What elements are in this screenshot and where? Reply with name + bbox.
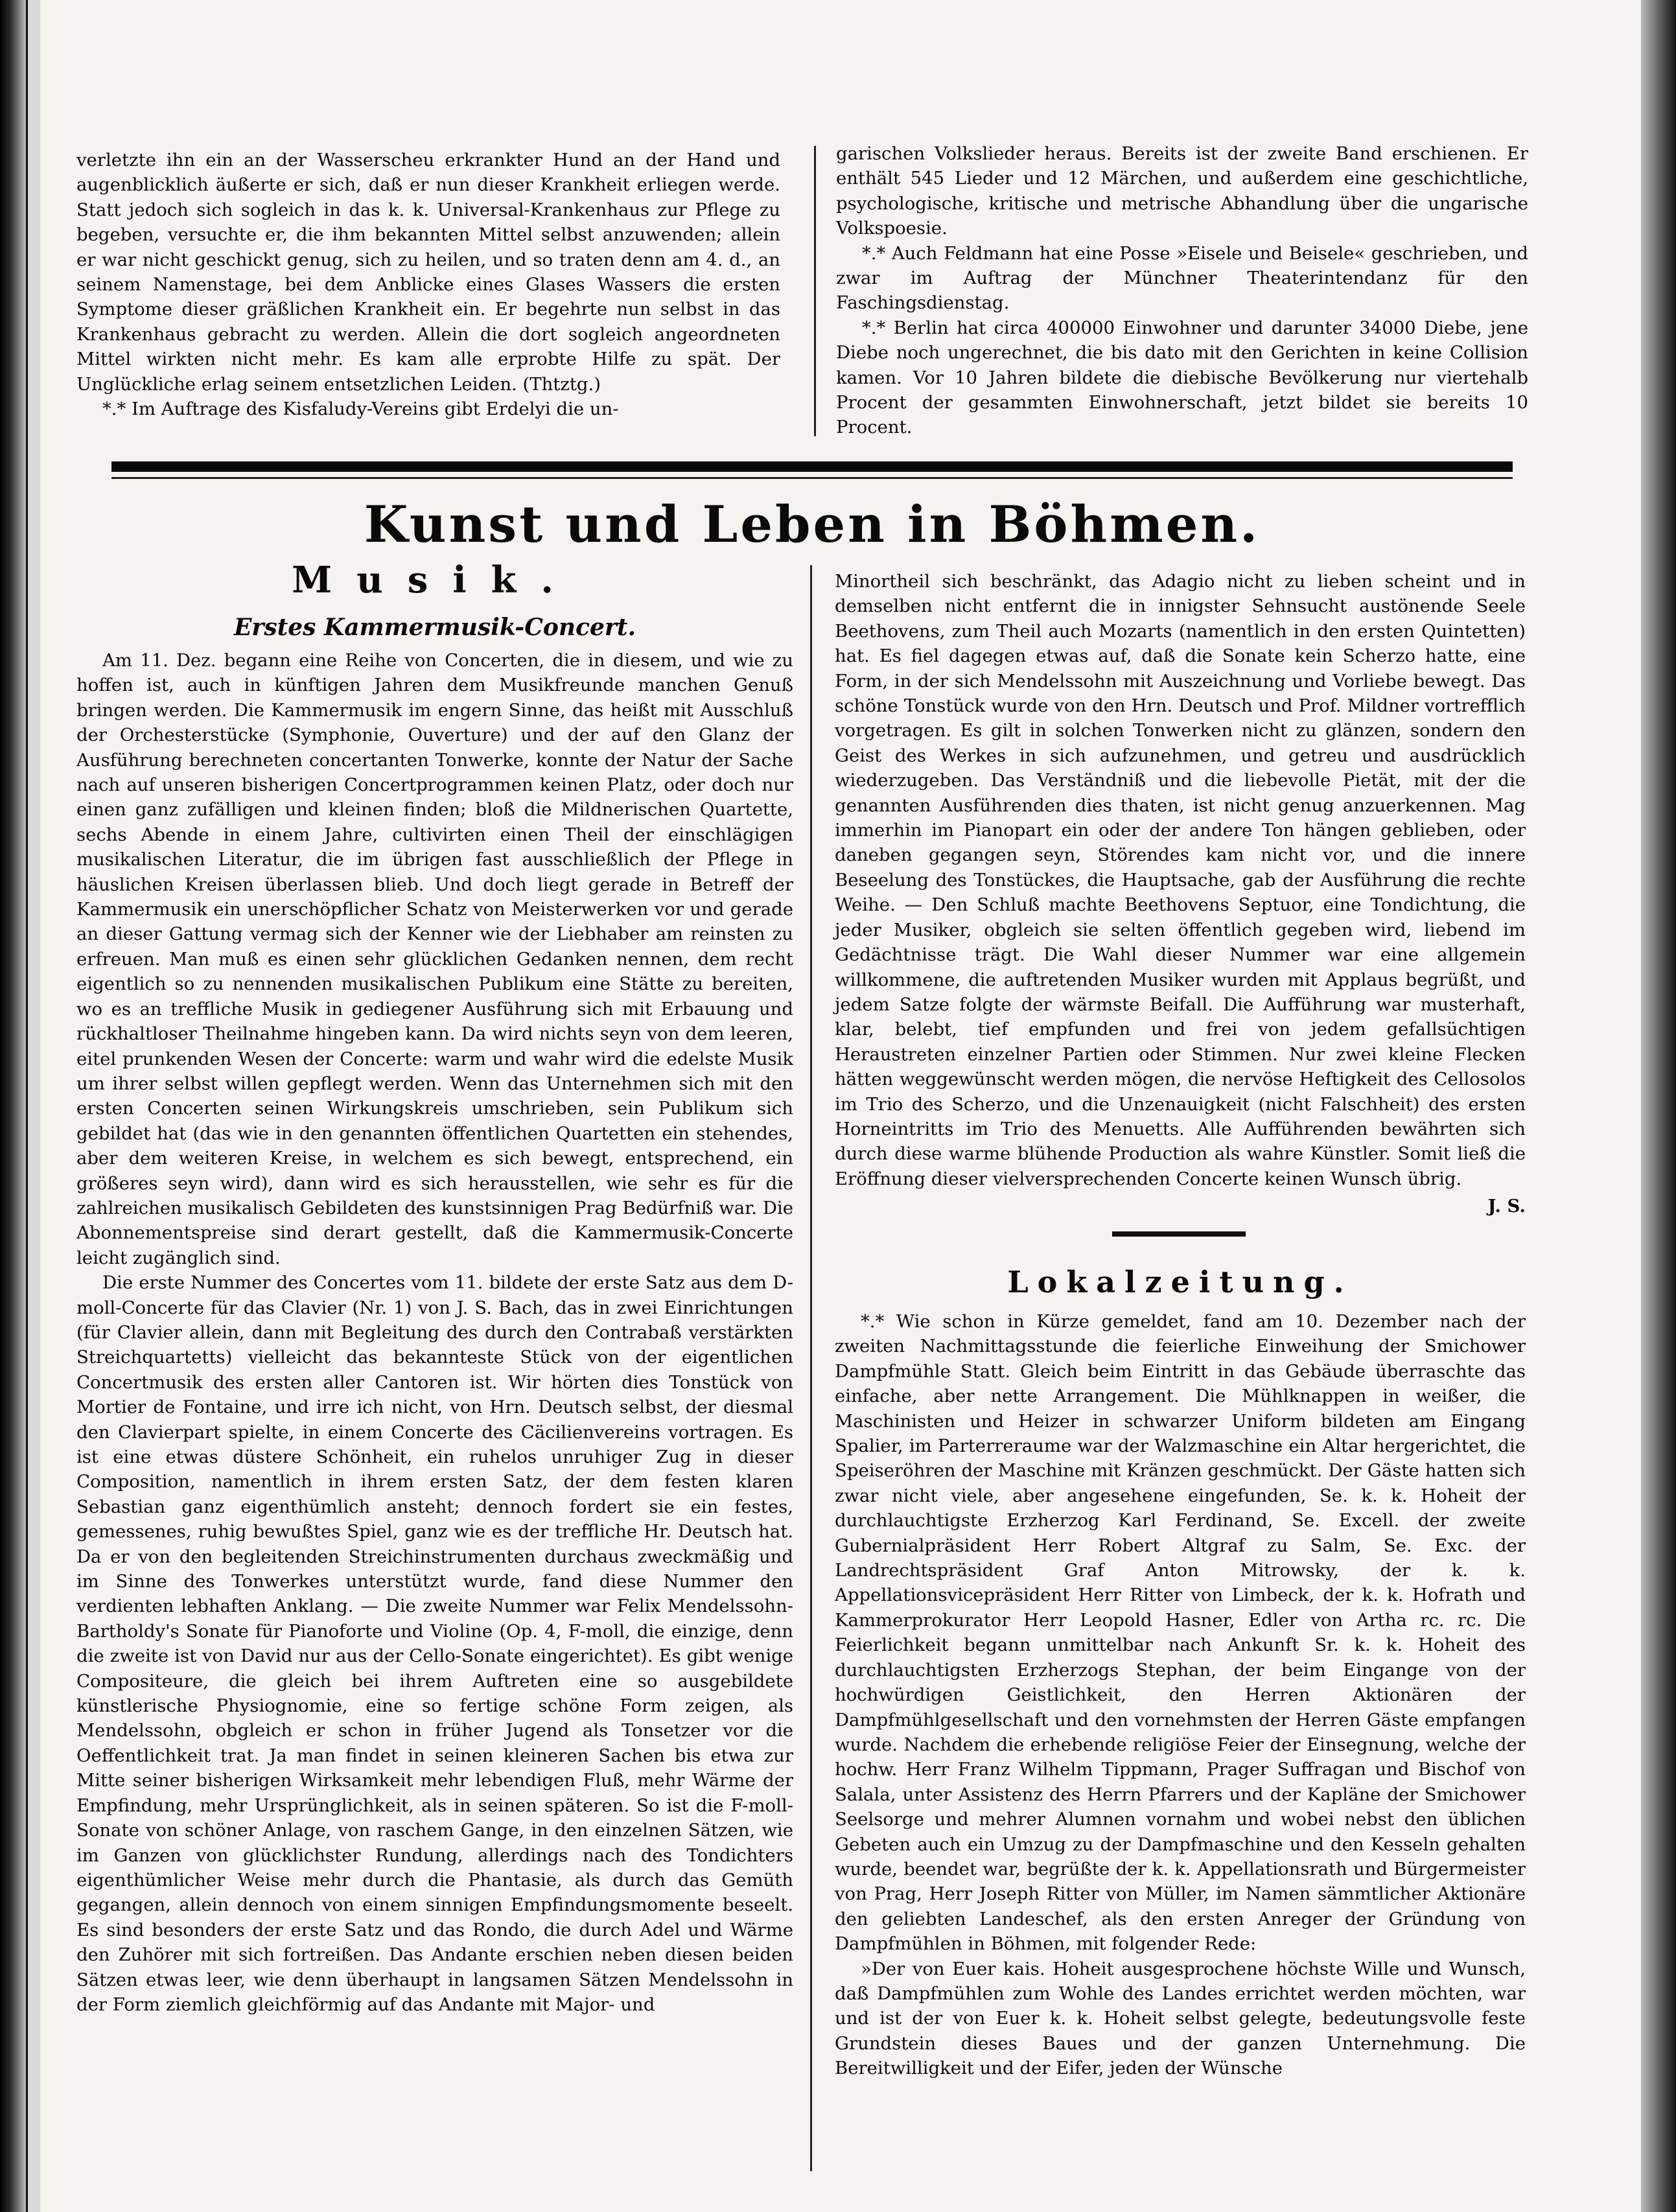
section-divider-thick (111, 461, 1513, 472)
author-signature: J. S. (1487, 1196, 1526, 1217)
concert-subheading: Erstes Kammermusik-Concert. (233, 614, 636, 641)
paragraph: Minortheil sich beschränkt, das Adagio nicht zu lieben scheint und in demselben nicht entfernt die in innigster Sehnsucht austönende Seele Beethovens, zum Theil auch Mozarts (namentlich in den ersten Quintetten) hat. Es fiel dagegen etwas auf, daß die Sonate kein Scherzo hatte, eine Form, in der sich Mendelssohn mit Auszeichnung und Vorliebe bewegt. Das schöne Tonstück wurde von den Hrn. Deutsch und Prof. Mildner vortrefflich vorgetragen. Es gilt in solchen Tonwerken nicht zu glänzen, sondern den Geist des Werkes in sich aufzunehmen, und getreu und ausdrücklich wiederzugeben. Das Verständniß und die liebevolle Pietät, mit der die genannten Ausführenden dies thaten, ist nicht genug anzuerkennen. Mag immerhin im Pianopart ein oder der andere Ton hängen geblieben, oder daneben gegangen seyn, Störendes kam nicht vor, und die innere Beseelung des Tonstückes, die Hauptsache, gab der Ausführung die rechte Weihe. — Den Schluß machte Beethovens Septuor, eine Tondichtung, die jeder Musiker, obgleich sie selten öffentlich gegeben wird, liebend im Gedächtnisse trägt. Die Wahl dieser Nummer war eine allgemein willkommene, die auftretenden Musiker wurden mit Applaus begrüßt, und jedem Satze folgte der wärmste Beifall. Die Aufführung war musterhaft, klar, belebt, tief empfunden und frei von jedem gefallsüchtigen Heraustreten einzelner Partien oder Stimmen. Nur zwei kleine Flecken hätten weggewünscht werden mögen, die nervöse Heftigkeit des Cellosolos im Trio des Scherzo, und die Unzenauigkeit (nicht Falschheit) des ersten Horneintritts im Trio des Menuetts. Alle Aufführenden bewährten sich durch diese warme blühende Production als wahre Künstler. Somit ließ die Eröffnung dieser vielversprechenden Concerte keinen Wunsch übrig. (835, 571, 1526, 1189)
paragraph: »Der von Euer kais. Hoheit ausgesprochene höchste Wille und Wunsch, daß Dampfmühlen zum Wohle des Landes errichtet werden möchten, war und ist der von Euer k. k. Hoheit selbst gelegte, bedeutungsvolle feste Grundstein dieses Baues und der ganzen Unternehmung. Die Bereitwilligkeit und der Eifer, jeden der Wünsche (835, 1958, 1526, 2079)
paragraph: *.* Auch Feldmann hat eine Posse »Eisele und Beisele« geschrieben, und zwar im Auftrag der Münchner Theaterintendanz für den Faschingsdienstag. (836, 242, 1528, 314)
column-divider (814, 146, 816, 436)
paragraph: Die erste Nummer des Concertes vom 11. bildete der erste Satz aus dem D-moll-Concerte für das Clavier (Nr. 1) von J. S. Bach, das in zwei Einrichtungen (für Clavier allein, dann mit Begleitung des durch den Contrabaß verstärkten Streichquartetts) vielleicht das bekannteste Stück von der eigentlichen Concertmusik des ersten aller Cantoren ist. Wir hörten dies Tonstück von Mortier de Fontaine, und irre ich nicht, von Hrn. Deutsch selbst, der diesmal den Clavierpart spielte, in einem Concerte des Cäcilienvereins vortragen. Es ist eine etwas düstere Schönheit, ein ruhelos unruhiger Zug in dieser Composition, namentlich in ihrem ersten Satz, der dem festen klaren Sebastian ganz eigenthümlich ansteht; dennoch fordert sie ein festes, gemessenes, ruhig bewußtes Spiel, ganz wie es der treffliche Hr. Deutsch hat. Da er von den begleitenden Streichinstrumenten durchaus zweckmäßig und im Sinne des Tonwerkes unterstützt wurde, fand diese Nummer den verdienten lebhaften Anklang. — Die zweite Nummer war Felix Mendelssohn-Bartholdy's Sonate für Pianoforte und Violine (Op. 4, F-moll, die einzige, denn die zweite ist von David nur aus der Cello-Sonate eingerichtet). Es gibt wenige Compositeure, die gleich bei ihrem Auftreten eine so ausgebildete künstlerische Physiognomie, eine so fertige schöne Form zeigen, als Mendelssohn, obgleich er schon in früher Jugend als Tonsetzer vor die Oeffentlichkeit trat. Ja man findet in seinen kleineren Sachen bis etwa zur Mitte seiner bisherigen Wirksamkeit mehr lebendigen Fluß, mehr Wärme der Empfindung, mehr Ursprünglichkeit, als in seinen späteren. So ist die F-moll-Sonate von schöner Anlage, von raschem Gange, in den einzelnen Sätzen, wie im Ganzen von glücklichster Rundung, allerdings nach des Tondichters eigenthümlicher Weise mehr durch die Phantasie, als durch das Gemüth gegangen, allein dennoch von einem sinnigen Empfindungsmomente beseelt. Es sind besonders der erste Satz und das Rondo, die durch Adel und Wärme den Zuhörer mit sich fortreißen. Das Andante erschien neben diesen beiden Sätzen etwas leer, wie denn überhaupt in langsamen Sätzen Mendelssohn in der Form ziemlich gleichförmig auf das Andante mit Major- und (76, 1272, 793, 2015)
musik-heading: Musik. (292, 559, 578, 601)
top-right-column (836, 141, 1528, 440)
musik-column-left (76, 648, 793, 2017)
section-title: Kunst und Leben in Böhmen. (364, 495, 1261, 554)
paragraph: *.* Im Auftrage des Kisfaludy-Vereins gibt Erdelyi die un- (102, 399, 619, 420)
paragraph: verletzte ihn ein an der Wasserscheu erkrankter Hund an der Hand und augenblicklich äußerte er sich, daß er nun dieser Krankheit erliegen werde. Statt jedoch sich sogleich in das k. k. Universal-Krankenhaus zur Pflege zu begeben, versuchte er, die ihm bekannten Mittel selbst anzuwenden; allein er war nicht geschickt genug, sich zu heilen, und so traten denn am 4. d., an seinem Namenstage, bei dem Anblicke eines Glases Wassers die ersten Symptome dieser gräßlichen Krankheit ein. Er begehrte nun selbst in das Krankenhaus gebracht zu werden. Allein die dort sogleich angeordneten Mittel wirkten nicht mehr. Es kam alle erprobte Hilfe zu spät. Der Unglückliche erlag seinem entsetzlichen Leiden. (Thtztg.) (76, 150, 780, 395)
paragraph: *.* Berlin hat circa 400000 Einwohner und darunter 34000 Diebe, jene Diebe noch ungerechnet, die bis dato mit den Gerichten in keine Collision kamen. Vor 10 Jahren bildete die diebische Bevölkerung nur viertehalb Procent der gesammten Einwohnerschaft, jetzt bildet sie bereits 10 Procent. (836, 317, 1528, 438)
column-divider (810, 565, 812, 2171)
binding-shadow-left (0, 0, 26, 2212)
paragraph: garischen Volkslieder heraus. Bereits ist der zweite Band erschienen. Er enthält 545 Lieder und 12 Märchen, und außerdem eine geschichtliche, psychologische, kritische und metrische Abhandlung über die ungarische Volkspoesie. (836, 143, 1528, 239)
paragraph: *.* Wie schon in Kürze gemeldet, fand am 10. Dezember nach der zweiten Nachmittagsstunde die feierliche Einweihung der Smichower Dampfmühle Statt. Gleich beim Eintritt in das Gebäude überraschte das einfache, aber nette Arrangement. Die Mühlknappen in weißer, die Maschinisten und Heizer in schwarzer Uniform bildeten am Eingang Spalier, im Parterreraume war der Walzmaschine ein Altar hergerichtet, die Speiseröhren der Maschine mit Kränzen geschmückt. Der Gäste hatten sich zwar nicht viele, aber angesehene eingefunden, Se. k. k. Hoheit der durchlauchtigste Erzherzog Karl Ferdinand, Se. Excell. der zweite Gubernialpräsident Herr Robert Altgraf zu Salm, Se. Exc. der Landrechtspräsident Graf Anton Mitrowsky, der k. k. Appellationsvicepräsident Herr Ritter von Limbeck, der k. k. Hofrath und Kammerprokurator Herr Leopold Hasner, Edler von Artha rc. rc. Die Feierlichkeit begann unmittelbar nach Ankunft Sr. k. k. Hoheit des durchlauchtigsten Erzherzogs Stephan, der beim Eingange von der hochwürdigen Geistlichkeit, den Herren Aktionären der Dampfmühlgesellschaft und den vornehmsten der Herren Gäste empfangen wurde. Nachdem die erhebende religiöse Feier der Einsegnung, welche der hochw. Herr Franz Wilhelm Tippmann, Prager Suffragan und Bischof von Salala, unter Assistenz des Herrn Pfarrers und der Kapläne der Smichower Seelsorge und mehrer Alumnen vornahm und wobei nebst den üblichen Gebeten auch ein Umzug zu der Dampfmaschine und den Kesseln gehalten wurde, beendet war, begrüßte der k. k. Appellationsrath und Bürgermeister von Prag, Herr Joseph Ritter von Müller, im Namen sämmtlicher Aktionäre den geliebten Landeschef, als den ersten Anreger der Gründung von Dampfmühlen in Böhmen, mit folgender Rede: (835, 1311, 1526, 1955)
lokalzeitung-heading: Lokalzeitung. (1007, 1264, 1353, 1299)
page-edge-right (1641, 0, 1676, 2212)
musik-column-right (835, 569, 1526, 1219)
top-left-column (76, 148, 780, 421)
lokalzeitung-column (835, 1309, 1526, 2081)
paragraph: Am 11. Dez. begann eine Reihe von Concerten, die in diesem, und wie zu hoffen ist, auch in künftigen Jahren dem Musikfreunde manchen Genuß bringen werden. Die Kammermusik im engern Sinne, das heißt mit Ausschluß der Orchesterstücke (Symphonie, Ouverture) und der auf den Glanz der Ausführung berechneten concertanten Tonwerke, konnte der Natur der Sache nach auf unseren bisherigen Concertprogrammen keinen Platz, oder doch nur einen ganz zufälligen und kleinen finden; bloß die Mildnerischen Quartette, sechs Abende in einem Jahre, cultivirten einen Theil der einschlägigen musikalischen Literatur, die im übrigen fast ausschließlich der Pflege in häuslichen Kreisen überlassen blieb. Und doch liegt gerade in Betreff der Kammermusik ein unerschöpflicher Schatz von Meisterwerken vor und gerade an dieser Gattung vermag sich der Kenner wie der Liebhaber am reinsten zu erfreuen. Man muß es einen sehr glücklichen Gedanken nennen, dem recht eigentlich so zu nennenden musikalischen Publikum eine Stätte zu bereiten, wo es an treffliche Musik in gediegener Ausführung sich mit Erbauung und rückhaltloser Theilnahme hingeben kann. Da wird nichts seyn von dem leeren, eitel prunkenden Wesen der Concerte: warm und wahr wird die edelste Musik um ihrer selbst willen gepflegt werden. Wenn das Unternehmen sich mit den ersten Concerten seinen Wirkungskreis umschrieben, sein Publikum sich gebildet hat (das wie in den genannten öffentlichen Quartetten ein stehendes, aber dem weiteren Kreise, in welchem es sich bewegt, entsprechend, ein größeres seyn wird), dann wird es sich herausstellen, wie sehr es für die zahlreichen musikalisch Gebildeten des kunstsinnigen Prag Bedürfniß war. Die Abonnementspreise sind derart gestellt, daß die Kammermusik-Concerte leicht zugänglich sind. (76, 650, 793, 1268)
article-separator (1112, 1231, 1246, 1237)
section-divider-thin (111, 477, 1513, 479)
